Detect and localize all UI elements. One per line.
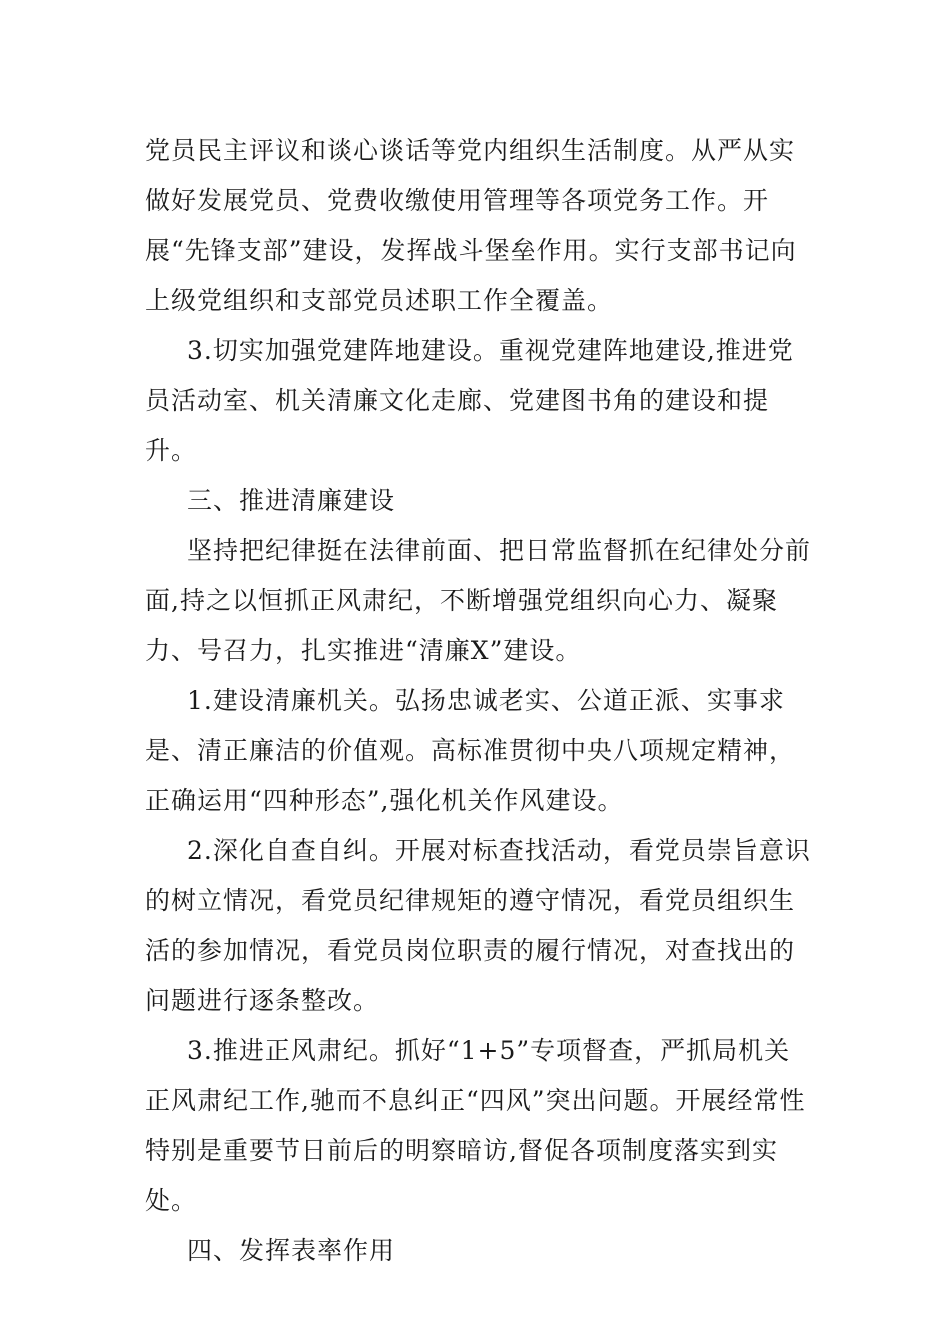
paragraph-section-3-intro: 坚持把纪律挺在法律前面、把日常监督抓在纪律处分前面,持之以恒抓正风肃纪，不断增强党组织向心力、凝聚力、号召力，扎实推进“清廉X”建设。	[145, 536, 812, 665]
paragraph-item-1-clean-office: 1.建设清廉机关。弘扬忠诚老实、公道正派、实事求是、清正廉洁的价值观。高标准贯彻中央八项规定精神，正确运用“四种形态”,强化机关作风建设。	[145, 686, 796, 815]
section-heading-4: 四、发挥表率作用	[187, 1236, 396, 1265]
section-heading-3: 三、推进清廉建设	[187, 486, 396, 515]
paragraph-item-3-party-building: 3.切实加强党建阵地建设。重视党建阵地建设,推进党员活动室、机关清廉文化走廊、党建图书角的建设和提升。	[145, 336, 794, 465]
document-body	[145, 126, 815, 1276]
paragraph-continuation: 党员民主评议和谈心谈话等党内组织生活制度。从严从实做好发展党员、党费收缴使用管理等各项党务工作。开展“先锋支部”建设，发挥战斗堡垒作用。实行支部书记向上级党组织和支部党员述职工作全覆盖。	[145, 136, 797, 315]
paragraph-item-2-self-inspection: 2.深化自查自纠。开展对标查找活动，看党员崇旨意识的树立情况，看党员纪律规矩的遵守情况，看党员组织生活的参加情况，看党员岗位职责的履行情况，对查找出的问题进行逐条整改。	[145, 836, 811, 1015]
paragraph-item-3-discipline: 3.推进正风肃纪。抓好“1+5”专项督查，严抓局机关正风肃纪工作,驰而不息纠正“四风”突出问题。开展经常性特别是重要节日前后的明察暗访,督促各项制度落实到实处。	[145, 1036, 806, 1215]
